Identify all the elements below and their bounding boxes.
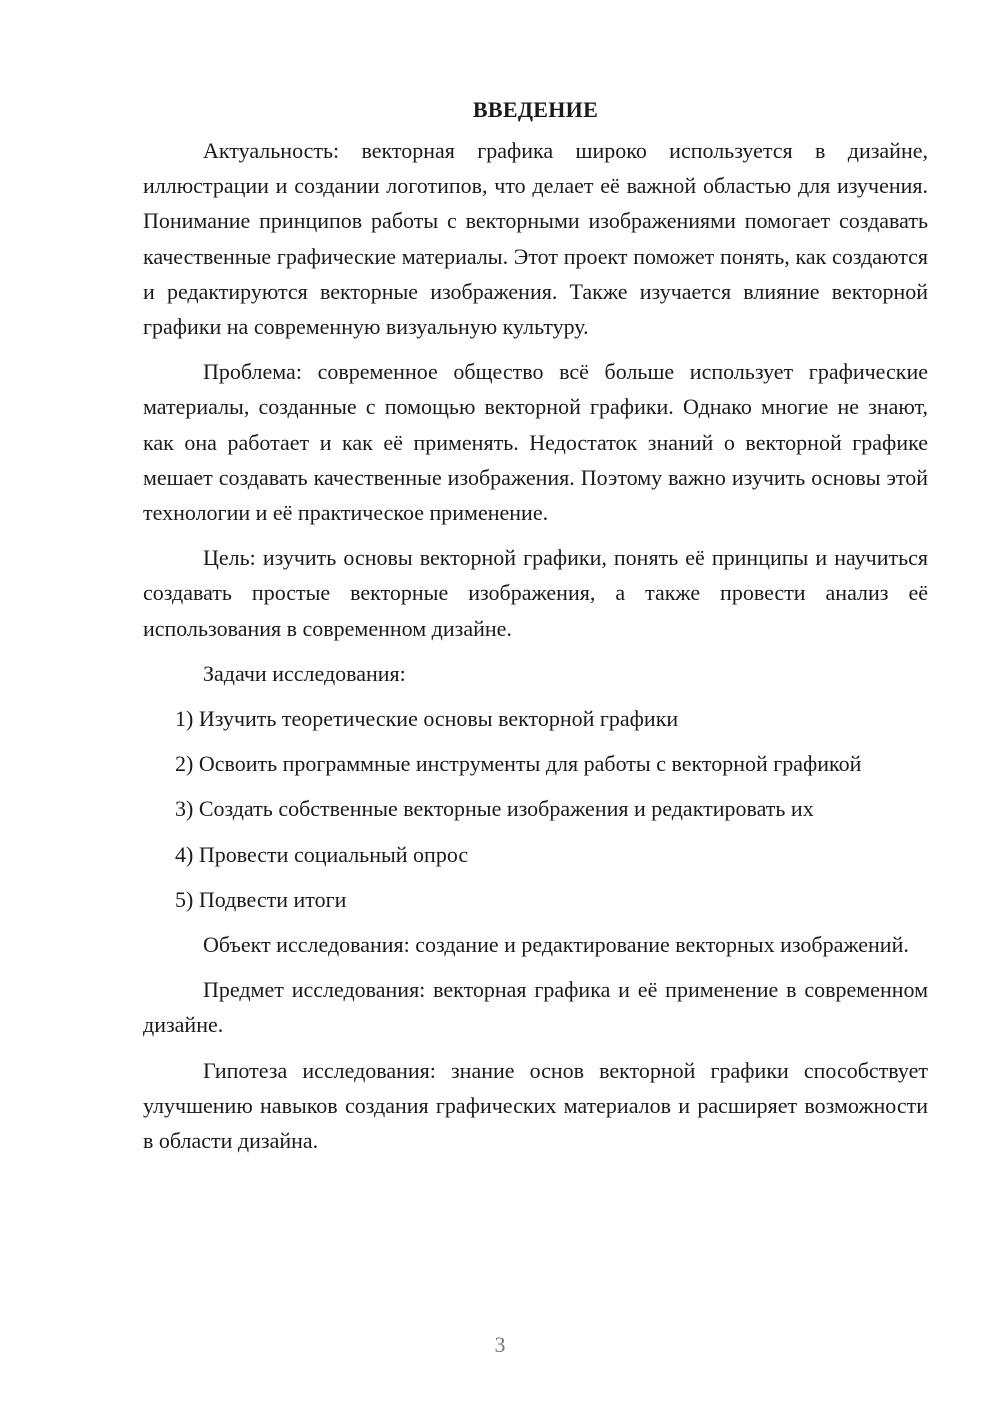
paragraph-hypothesis: Гипотеза исследования: знание основ векторной графики способствует улучшению навыков создания графических материалов и расширяет возможности в области дизайна. bbox=[143, 1057, 928, 1154]
list-item: 1) Изучить теоретические основы векторной графики bbox=[175, 706, 679, 732]
list-item: 5) Подвести итоги bbox=[175, 886, 347, 912]
list-item: 3) Создать собственные векторные изображения и редактировать их bbox=[175, 796, 814, 822]
document-page bbox=[143, 95, 928, 1168]
paragraph-relevance: Актуальность: векторная графика широко используется в дизайне, иллюстрации и создании логотипов, что делает её важной областью для изучения. Понимание принципов работы с векторными изображениями помогает создавать качественные графические материалы. Этот проект поможет понять, как создаются и редактируются векторные изображения. Также изучается влияние векторной графики на современную визуальную культуру. bbox=[143, 138, 928, 340]
section-heading: ВВЕДЕНИЕ bbox=[472, 97, 599, 122]
paragraph-problem: Проблема: современное общество всё больше использует графические материалы, созданные с помощью векторной графики. Однако многие не знают, как она работает и как её применять. Недостаток знаний о векторной графике мешает создавать качественные изображения. Поэтому важно изучить основы этой технологии и её практическое применение. bbox=[143, 359, 928, 526]
list-item: 2) Освоить программные инструменты для работы с векторной графикой bbox=[175, 751, 862, 777]
page-number: 3 bbox=[494, 1332, 506, 1357]
tasks-title: Задачи исследования: bbox=[203, 660, 406, 686]
list-item: 4) Провести социальный опрос bbox=[175, 841, 469, 867]
paragraph-subject: Предмет исследования: векторная графика и её применение в современном дизайне. bbox=[143, 977, 928, 1038]
paragraph-object: Объект исследования: создание и редактирование векторных изображений. bbox=[203, 932, 909, 958]
paragraph-goal: Цель: изучить основы векторной графики, понять её принципы и научиться создавать простые векторные изображения, а также провести анализ её использования в современном дизайне. bbox=[143, 545, 928, 641]
